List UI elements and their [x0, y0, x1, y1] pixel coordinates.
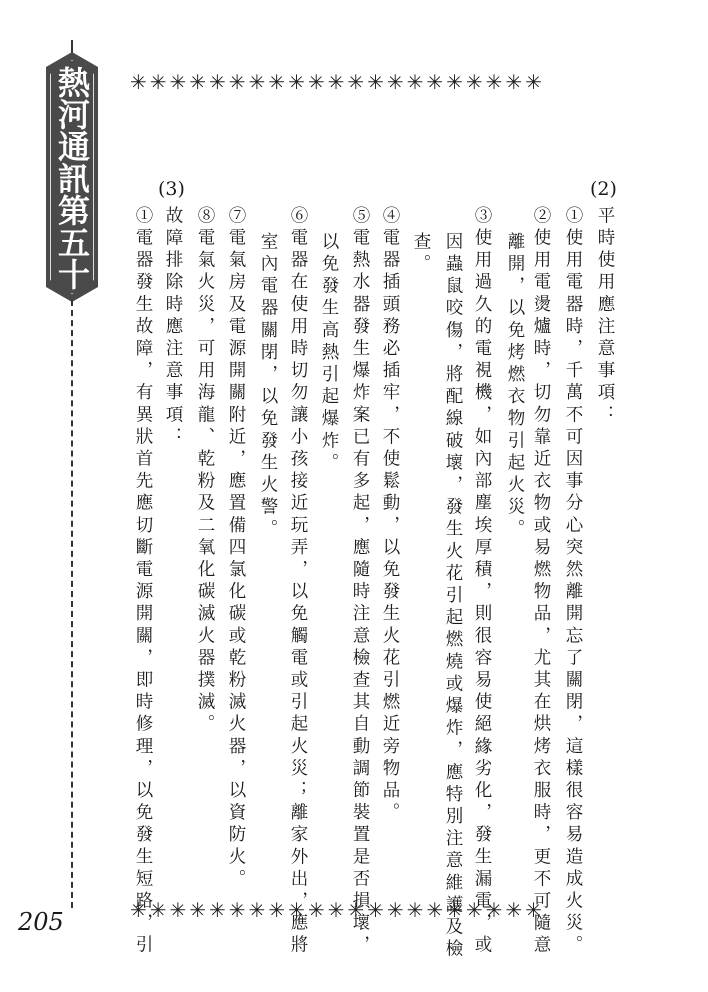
section-2-heading: 平時使用應注意事項： [595, 206, 615, 427]
bottom-ornament-border: ✳✳✳✳✳✳✳✳✳✳✳✳✳✳✳✳✳✳✳✳✳ [130, 898, 545, 920]
section-2-line: ⑧電氣火災，可用海龍、乾粉及二氧化碳滅火器撲滅。 [195, 206, 215, 737]
journal-title: 熱河通訊第五十九期 [1, 66, 91, 290]
section-2-line: ⑥電器在使用時切勿讓小孩接近玩弄，以免觸電或引起火災；離家外出，應將 [288, 206, 308, 958]
top-ornament-border: ✳✳✳✳✳✳✳✳✳✳✳✳✳✳✳✳✳✳✳✳✳ [130, 70, 545, 92]
section-2-line: ④電器插頭務必插牢，不使鬆動，以免發生火花引燃近旁物品。 [380, 206, 400, 825]
side-dashed-rule [71, 300, 73, 908]
section-2-line: 查。 [411, 232, 431, 277]
section-2-line: ③使用過久的電視機，如內部塵埃厚積，則很容易使絕緣劣化，發生漏電，或 [472, 206, 492, 958]
section-2-line: ⑤電熱水器發生爆炸案已有多起，應隨時注意檢查其自動調節裝置是否損壞， [350, 206, 370, 958]
section-3-line: ①電器發生故障，有異狀首先應切斷電源開關，即時修理，以免發生短路，引 [133, 206, 153, 958]
section-2-line: ①使用電器時，千萬不可因事分心突然離開忘了關閉，這樣很容易造成火災。 [563, 206, 583, 958]
page-number: 205 [18, 908, 64, 936]
section-2-line: 因蟲鼠咬傷，將配線破壞，發生火花引起燃燒或爆炸，應特別注意維護及檢 [443, 232, 463, 962]
section-2-line: ⑦電氣房及電源開關附近，應置備四氯化碳或乾粉滅火器，以資防火。 [226, 206, 246, 892]
section-3-heading: 故障排除時應注意事項： [163, 206, 183, 450]
section-2-line: 以免發生高熱引起爆炸。 [319, 232, 339, 476]
section-2-line: 離開，以免烤燃衣物引起火災。 [505, 232, 525, 542]
section-3-number: (3) [158, 178, 185, 200]
section-2-line: 室內電器關閉，以免發生火警。 [258, 232, 278, 542]
section-2-line: ②使用電燙爐時，切勿靠近衣物或易燃物品，尤其在烘烤衣服時，更不可隨意 [531, 206, 551, 958]
section-2-number: (2) [590, 178, 617, 200]
